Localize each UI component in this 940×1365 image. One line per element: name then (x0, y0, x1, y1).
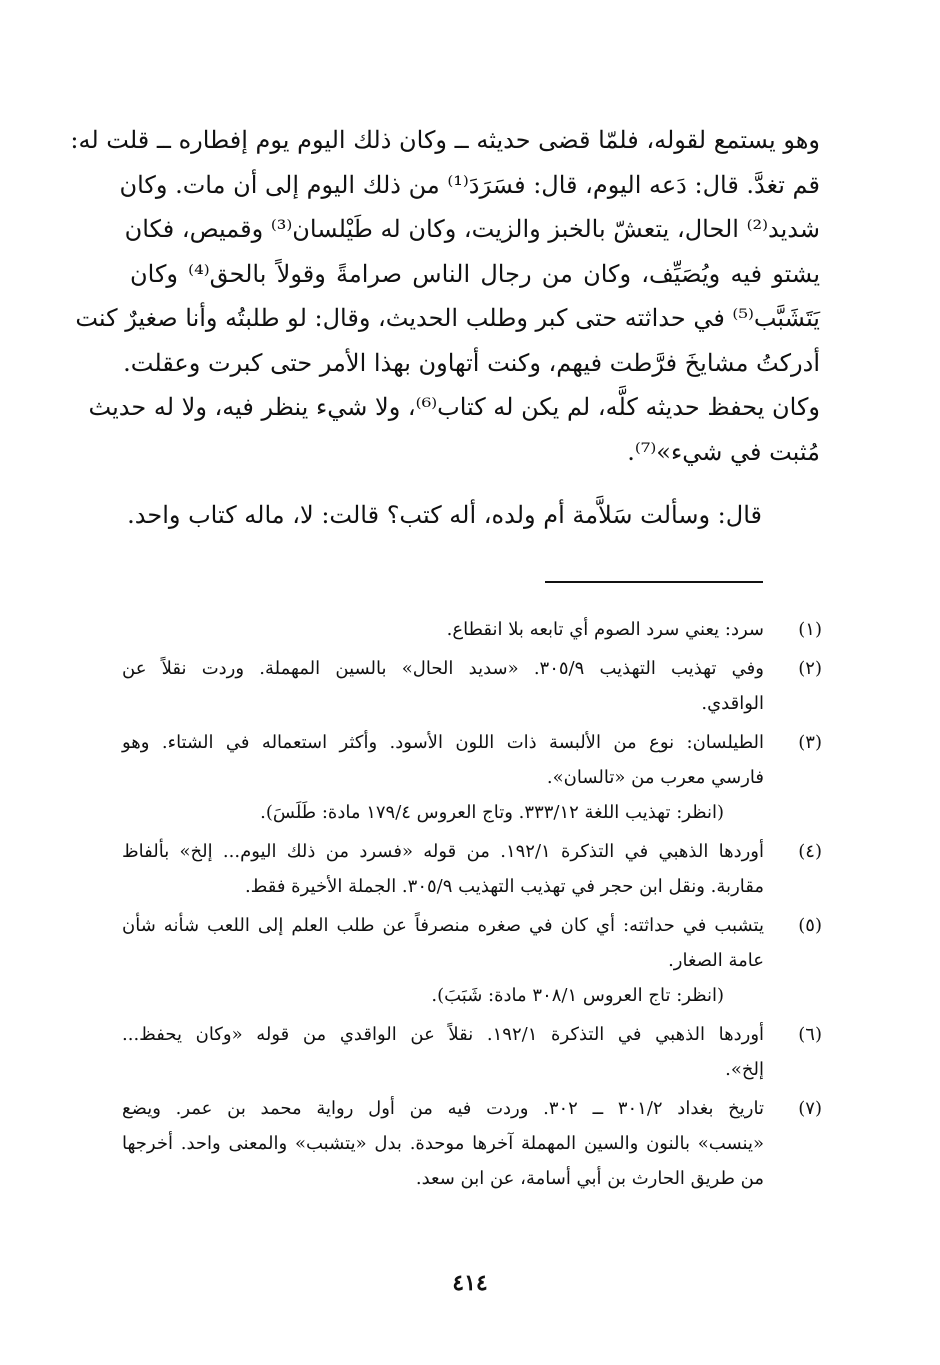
footnote-line: «ينسب» بالنون والسين المهملة آخرها موحدة. بدل «يتشبب» والمعنى واحد. أخرجها (122, 1133, 764, 1154)
footnote-line: مقاربة. ونقل ابن حجر في تهذيب التهذيب ٣٠٥/٩. الجملة الأخيرة فقط. (244, 876, 764, 897)
main-text-line: مُثبت في شيء»⁽⁷⁾. (627, 437, 820, 466)
footnote-line: الواقدي. (701, 693, 764, 714)
main-text-line: يَتَشَبَّب⁽⁵⁾ في حداثته حتى كبر وطلب الحديث، وقال: لو طلبتُه وأنا صغيرٌ كنت (75, 304, 820, 332)
footnote-3 (122, 725, 822, 830)
footnote-separator (545, 581, 763, 583)
main-text-line: وكان يحفظ حديثه كلَّه، لم يكن له كتاب⁽⁶⁾، ولا شيء ينظر فيه، ولا له حديث (88, 393, 820, 421)
main-text-line: شديد⁽²⁾ الحال، يتعشّ بالخبز والزيت، وكان له طَيْلسان⁽³⁾ وقميص، فكان (124, 215, 820, 243)
footnote-line: إلخ». (725, 1059, 764, 1080)
footnote-5 (122, 908, 822, 1013)
quote-paragraph: قال: وسألت سَلاَّمة أم ولده، أله كتب؟ قالت: لا، ماله كتاب واحد. (127, 501, 762, 529)
footnotes-section (122, 612, 822, 1200)
footnote-line: عامة الصغار. (668, 950, 764, 971)
footnote-line: فارسي معرب من «تالسان». (546, 767, 764, 788)
footnote-line: سرد: يعني سرد الصوم أي تابعه بلا انقطاع. (446, 619, 764, 640)
footnote-4 (122, 834, 822, 904)
footnote-2 (122, 651, 822, 721)
footnote-6 (122, 1017, 822, 1087)
footnote-line: تاريخ بغداد ٣٠١/٢ ــ ٣٠٢. وردت فيه من أول رواية محمد بن عمر. ويضع (122, 1098, 764, 1119)
footnote-number: (٥) (798, 915, 822, 936)
footnote-number: (٢) (798, 658, 822, 679)
footnote-reference: (انظر: تهذيب اللغة ٣٣٣/١٢. وتاج العروس ١٧٩/٤ مادة: طَلَسَ). (260, 802, 724, 823)
page-number: ٤١٤ (452, 1270, 488, 1296)
footnote-line: من طريق الحارث بن أبي أسامة، عن ابن سعد. (415, 1168, 764, 1189)
footnote-number: (٤) (798, 841, 822, 862)
footnote-number: (٣) (798, 732, 822, 753)
footnote-line: وفي تهذيب التهذيب ٣٠٥/٩. «سديد الحال» بالسين المهملة. وردت نقلاً عن (122, 658, 764, 679)
footnote-reference: (انظر: تاج العروس ٣٠٨/١ مادة: شَبَبَ). (431, 985, 724, 1006)
footnote-7 (122, 1091, 822, 1196)
main-text-line: وهو يستمع لقوله، فلمّا قضى حديثه ــ وكان ذلك اليوم يوم إفطاره ــ قلت له: (70, 126, 820, 154)
main-text-line: أدركتُ مشايخَ فرَّطت فيهم، وكنت أتهاون بهذا الأمر حتى كبرت وعقلت. (123, 348, 820, 377)
footnote-number: (٧) (798, 1098, 822, 1119)
footnote-number: (١) (798, 619, 822, 640)
main-text-line: يشتو فيه ويُصَيِّف، وكان من رجال الناس صرامةً وقولاً بالحق⁽⁴⁾ وكان (130, 259, 821, 288)
footnote-line: الطيلسان: نوع من الألبسة ذات اللون الأسود. وأكثر استعماله في الشتاء. وهو (122, 732, 764, 753)
footnote-1 (122, 612, 822, 647)
footnote-line: أوردها الذهبي في التذكرة ١٩٢/١. نقلاً عن الواقدي من قوله «وكان يحفظ... (122, 1024, 765, 1045)
footnote-line: يتشبب في حداثته: أي كان في صغره منصرفاً عن طلب العلم إلى اللعب شأنه شأن (122, 915, 764, 936)
main-text-block (70, 118, 821, 474)
footnote-number: (٦) (798, 1024, 822, 1045)
footnote-line: أوردها الذهبي في التذكرة ١٩٢/١. من قوله «فسرد من ذلك اليوم... إلخ» بألفاظ (122, 841, 764, 862)
main-text-line: قم تغدَّ. قال: دَعه اليوم، قال: فسَرَدَ⁽¹⁾ من ذلك اليوم إلى أن مات. وكان (119, 170, 820, 199)
